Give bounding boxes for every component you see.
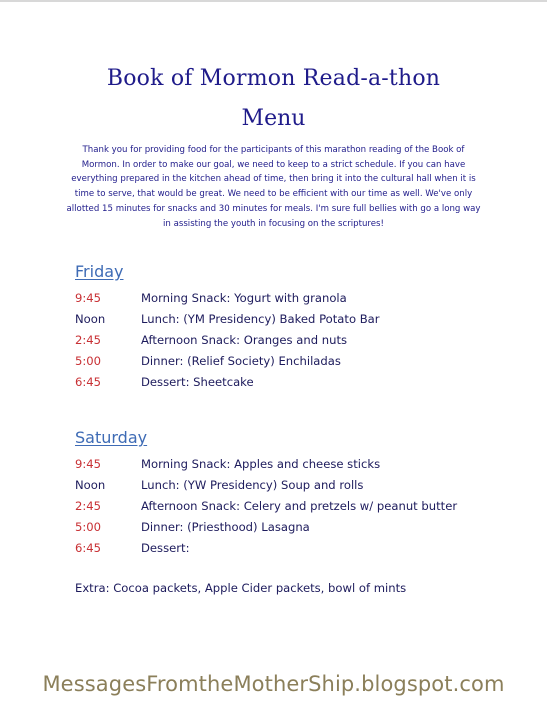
menu-desc: Lunch: (YW Presidency) Soup and rolls [141,478,364,492]
menu-time: Noon [75,478,106,492]
menu-desc: Morning Snack: Yogurt with granola [141,291,347,305]
menu-time: 6:45 [75,541,102,555]
menu-time: 9:45 [75,291,102,305]
menu-time: 2:45 [75,333,102,347]
page-title: Book of Mormon Read-a-thon [106,66,441,91]
menu-desc: Dessert: [141,541,190,555]
menu-desc: Afternoon Snack: Celery and pretzels w/ peanut butter [141,499,458,513]
menu-desc: Dessert: Sheetcake [141,375,254,389]
menu-time: 9:45 [75,457,102,471]
menu-desc: Afternoon Snack: Oranges and nuts [141,333,348,347]
menu-time: 2:45 [75,499,102,513]
day-heading-saturday: Saturday [75,428,148,447]
menu-time: Noon [75,312,106,326]
top-divider [0,0,547,2]
blog-url-watermark: MessagesFromtheMotherShip.blogspot.com [42,672,505,696]
menu-desc: Dinner: (Relief Society) Enchiladas [141,354,341,368]
extra-items: Extra: Cocoa packets, Apple Cider packets, bowl of mints [75,581,407,595]
menu-time: 5:00 [75,520,102,534]
menu-time: 5:00 [75,354,102,368]
intro-paragraph: Thank you for providing food for the participants of this marathon reading of the Book of Mormon. In order to make our goal, we need to keep to a strict schedule. If you can have everything prepared in the kitchen ahead of time, then bring it into the cultural hall when it is time to serve, that would be great. We need to be efficient with our time as well. We've only allotted 15 minutes for snacks and 30 minutes for meals. I'm sure full bellies with go a long way in assisting the youth in focusing on the scriptures! [66,145,481,229]
page-subtitle: Menu [241,106,306,131]
day-heading-friday: Friday [75,262,124,281]
menu-desc: Dinner: (Priesthood) Lasagna [141,520,310,534]
menu-time: 6:45 [75,375,102,389]
menu-desc: Lunch: (YM Presidency) Baked Potato Bar [141,312,380,326]
menu-desc: Morning Snack: Apples and cheese sticks [141,457,381,471]
